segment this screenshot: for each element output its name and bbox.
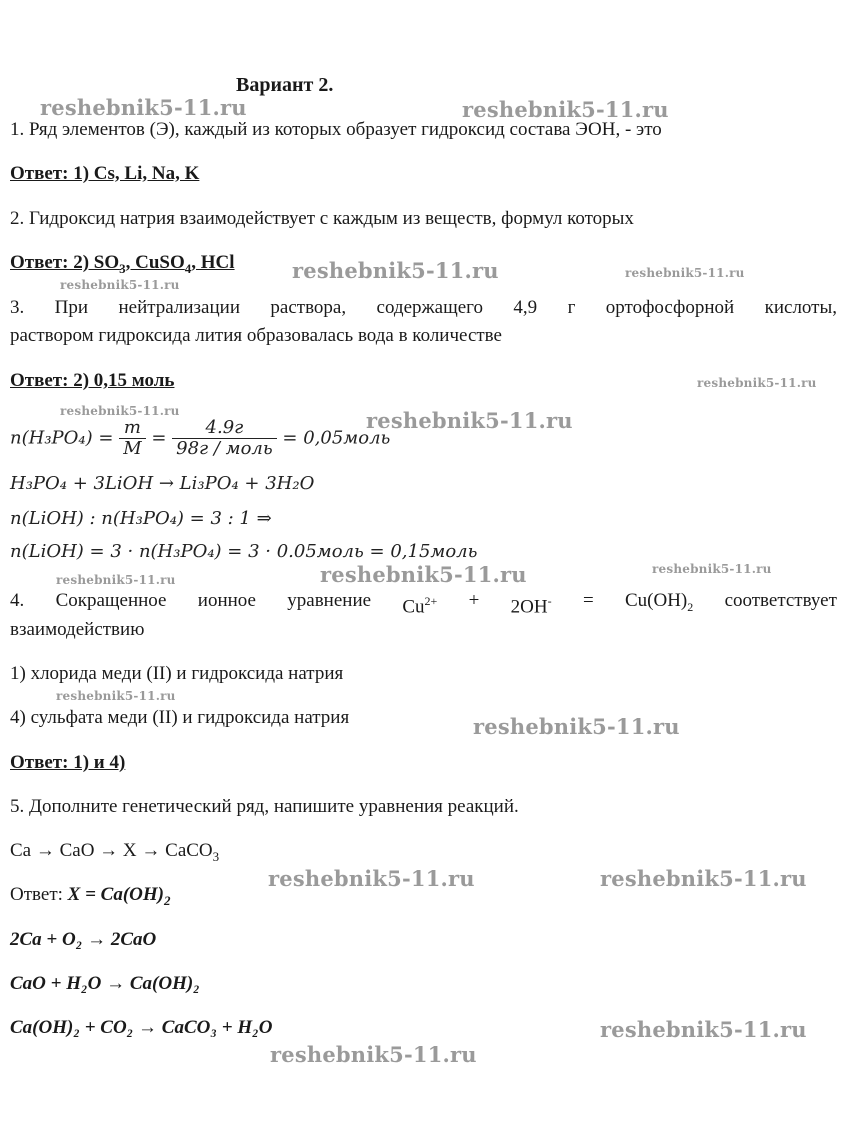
question-5-equation-3: Ca(OH)₂ + CO₂ → CaCO₃ + H₂O: [10, 1017, 273, 1038]
watermark: reshebnik5-11.ru: [462, 97, 669, 122]
question-3-text-line2: раствором гидроксида лития образовалась вода в количестве: [10, 325, 502, 346]
question-1-answer: Ответ: 1) Cs, Li, Na, K: [10, 163, 200, 184]
question-4-text-line1: 4. Сокращенное ионное уравнение $Cu^{2+}$ + 2OH- = $Cu(OH)_2$ соответствует: [10, 590, 837, 618]
question-5-equation-2: CaO + H₂O → Ca(OH)₂: [10, 973, 200, 994]
question-4-option-1: 1) хлорида меди (II) и гидроксида натрия: [10, 663, 344, 684]
question-3-answer: Ответ: 2) 0,15 моль: [10, 370, 175, 391]
question-4-option-4: 4) сульфата меди (II) и гидроксида натрия: [10, 707, 350, 728]
solution-formula-moles: n(H₃PO₄) = $\frac{m}{M}$ = $\frac{4.9г}{\text{98г / моль}}$ = 0,05моль: [10, 417, 391, 459]
watermark: reshebnik5-11.ru: [292, 258, 499, 283]
question-5-text: 5. Дополните генетический ряд, напишите уравнения реакций.: [10, 796, 519, 817]
watermark: reshebnik5-11.ru: [56, 689, 176, 703]
watermark: reshebnik5-11.ru: [268, 866, 475, 891]
solution-reaction-equation: H₃PO₄ + 3LiOH → Li₃PO₄ + 3H₂O: [10, 473, 315, 494]
solution-ratio: n(LiOH) : n(H₃PO₄) = 3 : 1 ⇒: [10, 508, 272, 529]
watermark: reshebnik5-11.ru: [625, 266, 745, 280]
question-5-answer: Ответ: $X = Ca(OH)_2$: [10, 884, 171, 908]
watermark: reshebnik5-11.ru: [600, 866, 807, 891]
watermark: reshebnik5-11.ru: [697, 376, 817, 390]
watermark: reshebnik5-11.ru: [60, 404, 180, 418]
solution-result: n(LiOH) = 3 · n(H₃PO₄) = 3 · 0.05моль = 0,15моль: [10, 541, 478, 562]
watermark: reshebnik5-11.ru: [320, 562, 527, 587]
question-5-equation-1: 2Ca + O₂ → 2CaO: [10, 929, 157, 950]
watermark: reshebnik5-11.ru: [60, 278, 180, 292]
question-1-text: 1. Ряд элементов (Э), каждый из которых образует гидроксид состава ЭОН, - это: [10, 119, 662, 140]
watermark: reshebnik5-11.ru: [652, 562, 772, 576]
watermark: reshebnik5-11.ru: [473, 714, 680, 739]
question-4-answer: Ответ: 1) и 4): [10, 752, 126, 773]
watermark: reshebnik5-11.ru: [270, 1042, 477, 1067]
watermark: reshebnik5-11.ru: [600, 1017, 807, 1042]
question-3-text-line1: 3. При нейтрализации раствора, содержащего 4,9 г ортофосфорной кислоты,: [10, 297, 837, 318]
question-2-text: 2. Гидроксид натрия взаимодействует с каждым из веществ, формул которых: [10, 208, 634, 229]
watermark: reshebnik5-11.ru: [366, 408, 573, 433]
question-4-text-line2: взаимодействию: [10, 619, 145, 640]
question-2-answer: Ответ: 2) $SO_3$, CuSO$_4$, HCl: [10, 252, 235, 276]
page-title: Вариант 2.: [236, 74, 334, 96]
watermark: reshebnik5-11.ru: [40, 95, 247, 120]
watermark: reshebnik5-11.ru: [56, 573, 176, 587]
question-5-chain: Ca → CaO → X → CaCO$_3$: [10, 840, 220, 864]
